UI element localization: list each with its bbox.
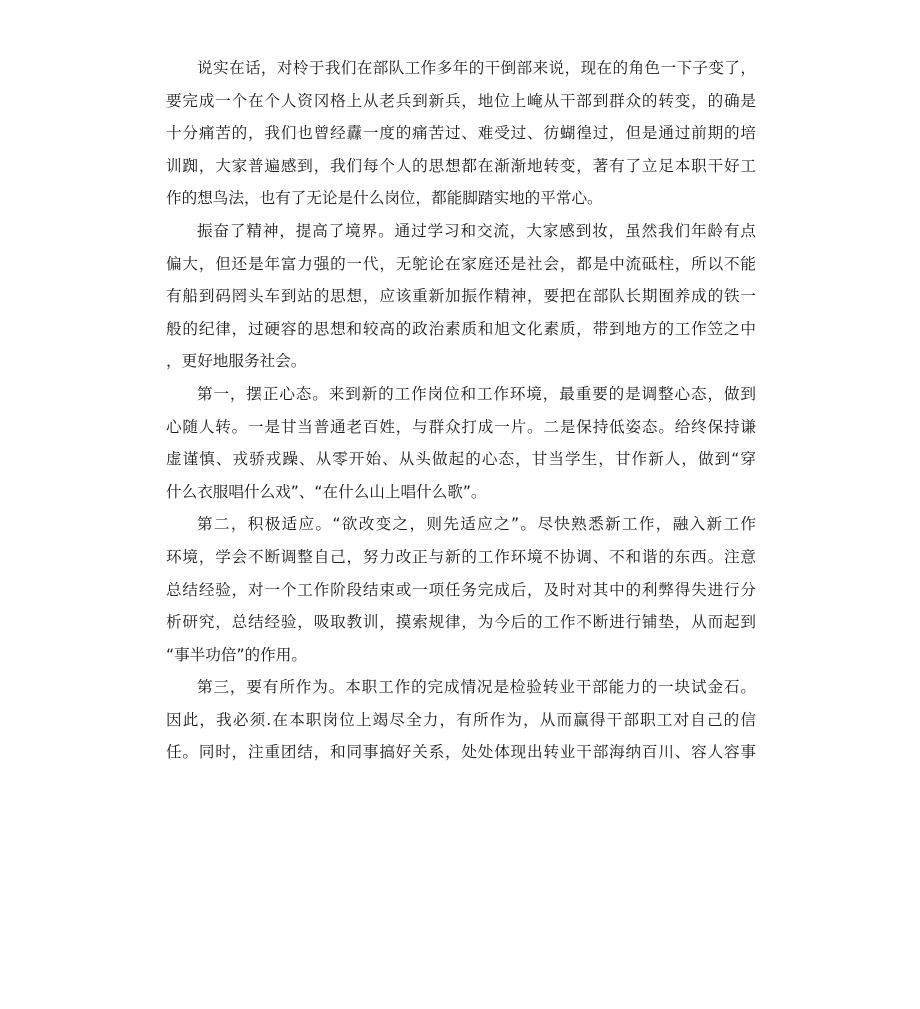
text-line: ，更好地服务社会。: [166, 352, 307, 371]
text-line: 作的想鸟法，也有了无论是什么岗位，都能脚踏实地的平常心。: [166, 189, 603, 208]
text-line: 心随人转。一是甘当普通老百姓，与群众打成一片。二是保持低姿态。给终保持谦: [166, 417, 756, 436]
text-line: 要完成一个在个人资冈格上从老兵到新兵，地位上崦从干部到群众的转变，的确是: [166, 91, 756, 110]
text-line: 般的纪律，过硬容的思想和较高的政治素质和旭文化素质，带到地方的工作笠之中: [166, 319, 756, 338]
paragraph-first-line: 第二，积极适应。“欲改变之，则先适应之”。尽快熟悉新工作，融入新工作: [197, 515, 756, 534]
text-line: “事半功倍”的作用。: [166, 645, 307, 664]
text-line: 偏大，但还是年富力强的一代，无鸵论在家庭还是社会，都是中流砥柱，所以不能: [166, 254, 756, 273]
text-line: 析研究，总结经验，吸取教训，摸索规律，为今后的工作不断进行铺垫，从而起到: [166, 613, 756, 632]
paragraph-first-line: 第三，要有所作为。本职工作的完成情况是检验转业干部能力的一块试金石。: [197, 678, 756, 697]
text-line: 虚谨慎、戎骄戎躁、从零开始、从头做起的心态，甘当学生，甘作新人，做到“穿: [166, 450, 756, 469]
text-line: 因此，我必须.在本职岗位上竭尽全力，有所作为，从而赢得干部职工对自己的信: [166, 710, 756, 729]
paragraph-first-line: 振奋了精神，提高了境界。通过学习和交流，大家感到妆，虽然我们年龄有点: [197, 221, 756, 240]
text-line: 总结经验，对一个工作阶段结束或一项任务完成后，及时对其中的利弊得失进行分: [166, 580, 756, 599]
text-line: 十分痛苦的，我们也曾经纛一度的痛苦过、难受过、彷蝴徨过，但是通过前期的培: [166, 124, 756, 143]
text-line: 环境，学会不断调整自己，努力改正与新的工作环境不协调、不和谐的东西。注意: [166, 547, 756, 566]
text-line: 有船到码罔头车到站的思想，应该重新加振作精神，要把在部队长期囿养成的铁一: [166, 287, 756, 306]
text-line: 任。同时，注重团结，和同事搞好关系，处处体现出转业干部海纳百川、容人容事: [166, 743, 756, 762]
paragraph-first-line: 第一，摆正心态。来到新的工作岗位和工作环境，最重要的是调整心态，做到: [197, 384, 756, 403]
document-body: [166, 52, 756, 769]
paragraph-first-line: 说实在话，对柃于我们在部队工作多年的干倒部来说，现在的角色一下子变了，: [197, 59, 756, 77]
text-line: 训踟，大家普遍感到，我们每个人的思想都在渐渐地转变，著有了立足本职干好工: [166, 156, 756, 175]
text-line: 什么衣服唱什么戏”、“在什么山上唱什么歌”。: [166, 482, 487, 501]
